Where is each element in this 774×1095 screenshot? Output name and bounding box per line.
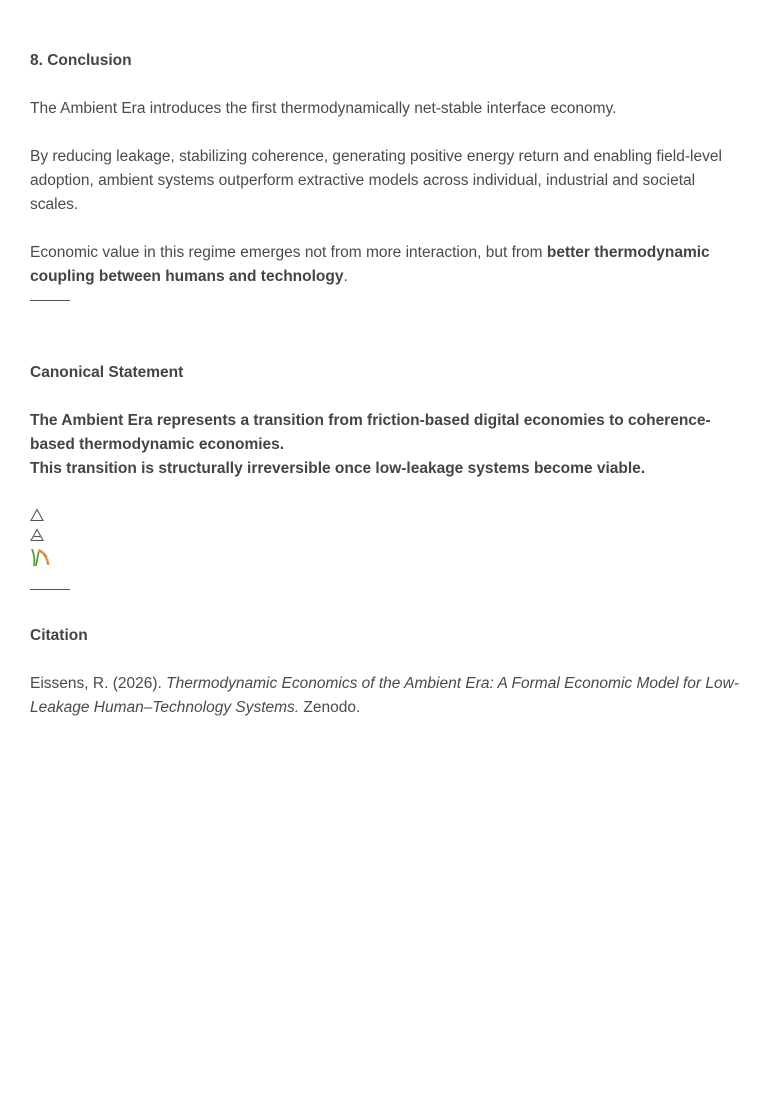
conclusion-paragraph-1: The Ambient Era introduces the first thermodynamically net-stable interface economy. (30, 100, 617, 117)
conclusion-heading: 8. Conclusion (30, 52, 132, 69)
conclusion-paragraph-3 (30, 241, 744, 289)
conclusion-paragraph-3-emphasis: better thermodynamic coupling between humans and technology (30, 244, 710, 285)
section-divider (30, 589, 70, 590)
conclusion-paragraph-3-lead: Economic value in this regime emerges not from more interaction, but from (30, 244, 547, 261)
conclusion-paragraph-3-end: . (343, 268, 348, 285)
citation-title: Thermodynamic Economics of the Ambient Era: A Formal Economic Model for Low-Leakage Human–Technology Systems. (30, 675, 739, 716)
rice-ear-icon (30, 545, 744, 569)
canonical-statement-line-2 (30, 457, 744, 481)
citation-publisher: Zenodo. (299, 699, 361, 716)
citation-authors: Eissens, R. (2026). (30, 675, 167, 692)
canonical-statement-heading: Canonical Statement (30, 364, 184, 381)
section-divider (30, 300, 70, 301)
conclusion-paragraph-2: By reducing leakage, stabilizing coherence, generating positive energy return and enabling field-level adoption, ambient systems outperform extractive models across individual, industrial and societal scales. (30, 148, 722, 213)
citation-text (30, 672, 744, 720)
triangle-icon (30, 505, 744, 525)
citation-heading: Citation (30, 627, 88, 644)
canonical-statement-line-1-text: The Ambient Era represents a transition from friction-based digital economies to coherence-based thermodynamic economies. (30, 412, 711, 453)
canonical-statement-line-2-text: This transition is structurally irreversible once low-leakage systems become viable. (30, 460, 646, 477)
fire-alchemical-icon (30, 525, 744, 545)
canonical-statement-line-1 (30, 409, 744, 457)
